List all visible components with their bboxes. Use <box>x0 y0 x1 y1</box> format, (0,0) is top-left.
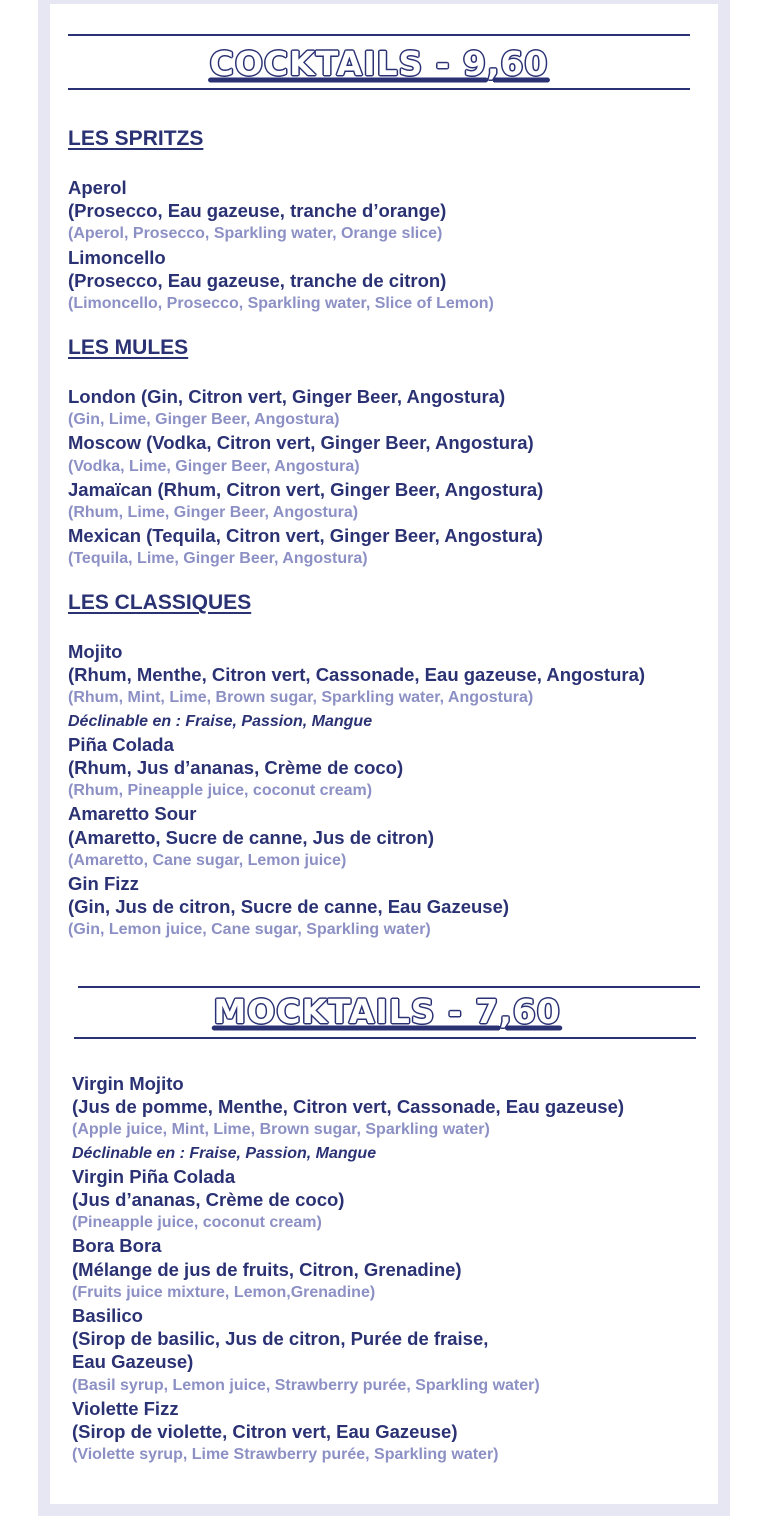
menu-line-ing-fr: (Sirop de violette, Citron vert, Eau Gazeuse) <box>72 1421 458 1443</box>
cocktails-title: COCKTAILS - 9,60 <box>209 44 549 83</box>
mocktails-title: MOCKTAILS - 7,60 <box>213 992 561 1031</box>
menu-line-ing-fr: (Jus d’ananas, Crème de coco) <box>72 1189 345 1211</box>
menu-line-ing-en: (Aperol, Prosecco, Sparkling water, Orange slice) <box>68 225 443 243</box>
menu-line-ing-fr: (Rhum, Jus d’ananas, Crème de coco) <box>68 757 404 779</box>
banner-bottom-rule <box>74 1037 696 1039</box>
menu-line-name: Jamaïcan (Rhum, Citron vert, Ginger Beer, Angostura) <box>68 478 544 500</box>
section-spritzs <box>68 125 494 315</box>
menu-line-name: Aperol <box>68 177 127 198</box>
menu-line-ing-fr: (Prosecco, Eau gazeuse, tranche de citron) <box>68 269 447 291</box>
menu-line-name: Mexican (Tequila, Citron vert, Ginger Beer, Angostura) <box>68 525 543 547</box>
menu-line-ing-fr: (Gin, Jus de citron, Sucre de canne, Eau Gazeuse) <box>68 896 510 918</box>
menu-line-name: London (Gin, Citron vert, Ginger Beer, Angostura) <box>68 386 506 407</box>
menu-line-name: Violette Fizz <box>72 1397 179 1419</box>
cocktails-banner <box>68 34 690 94</box>
mocktails-banner <box>74 986 700 1046</box>
menu-line-ing-en: (Violette syrup, Lime Strawberry purée, Sparkling water) <box>72 1446 499 1464</box>
menu-line-variant: Déclinable en : Fraise, Passion, Mangue <box>72 1144 377 1162</box>
banner-bottom-rule <box>68 88 690 90</box>
menu-line-ing-en: (Rhum, Mint, Lime, Brown sugar, Sparkling water, Angostura) <box>68 689 534 707</box>
menu-line-name: Moscow (Vodka, Citron vert, Ginger Beer, Angostura) <box>68 432 534 454</box>
item-list <box>68 385 543 571</box>
section-heading: LES MULES <box>68 336 189 359</box>
menu-line-variant: Déclinable en : Fraise, Passion, Mangue <box>68 712 373 730</box>
item-list <box>72 1072 624 1466</box>
menu-line-ing-en: (Gin, Lime, Ginger Beer, Angostura) <box>68 411 340 429</box>
menu-line-ing-en: (Limoncello, Prosecco, Sparkling water, Slice of Lemon) <box>68 295 494 313</box>
item-list <box>68 640 645 942</box>
item-list <box>68 176 494 315</box>
menu-line-ing-fr: Eau Gazeuse) <box>72 1351 194 1373</box>
menu-line-ing-en: (Rhum, Lime, Ginger Beer, Angostura) <box>68 504 359 522</box>
menu-line-name: Limoncello <box>68 246 166 268</box>
menu-line-ing-fr: (Jus de pomme, Menthe, Citron vert, Cassonade, Eau gazeuse) <box>72 1096 625 1118</box>
banner-top-rule <box>68 34 690 36</box>
menu-line-ing-fr: (Rhum, Menthe, Citron vert, Cassonade, Eau gazeuse, Angostura) <box>68 664 646 686</box>
menu-line-name: Piña Colada <box>68 733 174 755</box>
menu-line-ing-en: (Tequila, Lime, Ginger Beer, Angostura) <box>68 550 368 568</box>
menu-line-name: Basilico <box>72 1305 143 1327</box>
menu-line-ing-en: (Apple juice, Mint, Lime, Brown sugar, Sparkling water) <box>72 1121 490 1139</box>
menu-line-ing-en: (Pineapple juice, coconut cream) <box>72 1214 322 1232</box>
menu-line-name: Mojito <box>68 641 123 662</box>
section-heading: LES CLASSIQUES <box>68 591 252 614</box>
menu-line-ing-fr: (Amaretto, Sucre de canne, Jus de citron) <box>68 826 434 848</box>
section-mocktails <box>72 1072 624 1466</box>
menu-line-ing-fr: (Sirop de basilic, Jus de citron, Purée de fraise, <box>72 1328 489 1350</box>
menu-line-ing-en: (Amaretto, Cane sugar, Lemon juice) <box>68 851 347 869</box>
section-classiques <box>68 589 645 942</box>
menu-line-name: Bora Bora <box>72 1235 162 1257</box>
section-heading: LES SPRITZS <box>68 127 204 150</box>
menu-line-name: Virgin Mojito <box>72 1073 184 1094</box>
menu-line-ing-en: (Gin, Lemon juice, Cane sugar, Sparkling water) <box>68 921 431 939</box>
menu-line-ing-en: (Rhum, Pineapple juice, coconut cream) <box>68 782 373 800</box>
menu-line-name: Gin Fizz <box>68 873 139 895</box>
menu-line-name: Virgin Piña Colada <box>72 1165 236 1187</box>
menu-line-name: Amaretto Sour <box>68 803 197 825</box>
menu-line-ing-en: (Vodka, Lime, Ginger Beer, Angostura) <box>68 457 360 475</box>
banner-top-rule <box>78 986 700 988</box>
menu-line-ing-en: (Fruits juice mixture, Lemon,Grenadine) <box>72 1283 376 1301</box>
section-mules <box>68 334 543 571</box>
menu-line-ing-fr: (Prosecco, Eau gazeuse, tranche d’orange) <box>68 200 447 222</box>
menu-line-ing-fr: (Mélange de jus de fruits, Citron, Grenadine) <box>72 1258 462 1280</box>
menu-line-ing-en: (Basil syrup, Lemon juice, Strawberry purée, Sparkling water) <box>72 1376 540 1394</box>
